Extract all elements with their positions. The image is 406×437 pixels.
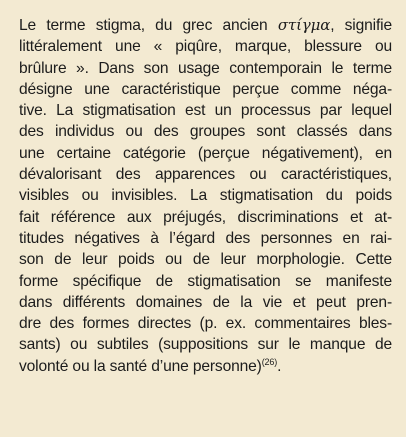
text-line-14: dans différents domaines de la vie et peut pren- (19, 293, 392, 311)
text-line-11: titudes négatives à l’égard des personnes en rai- (19, 229, 392, 247)
text-line-5: tive. La stigmatisation est un processus par lequel (19, 102, 392, 120)
text-line-7: une certaine catégorie (perçue négativement), en (19, 144, 392, 162)
greek-word: στίγμα (277, 16, 331, 34)
text-line-3: brûlure ». Dans son usage contemporain le terme (19, 59, 392, 77)
text-line-16: sants) ou subtiles (suppositions sur le manque de (19, 336, 392, 354)
line-17-text: volonté ou la santé d’une personne) (19, 357, 262, 375)
text-line-15: dre des formes directes (p. ex. commentaires bles- (19, 315, 392, 333)
text-line-12: son de leur poids ou de leur morphologie. Cette (19, 251, 392, 269)
reference-superscript: (26) (261, 356, 278, 367)
end-period: . (277, 357, 282, 375)
text-line-4: désigne une caractéristique perçue comme néga- (19, 80, 392, 98)
text-line-13: forme spécifique de stigmatisation se manifeste (19, 272, 392, 290)
text-line-2: littéralement une « piqûre, marque, blessure ou (19, 38, 392, 56)
line-1-suffix: , signifie (330, 17, 392, 34)
text-line-9: visibles ou invisibles. La stigmatisation du poids (19, 187, 392, 205)
paragraph-stigmatisation (19, 15, 392, 377)
text-line-10: fait référence aux préjugés, discriminations et at- (19, 208, 392, 226)
text-line-17 (19, 356, 392, 377)
text-line-8: dévalorisant des apparences ou caractéristiques, (19, 166, 392, 184)
text-line-6: des individus ou des groupes sont classés dans (19, 123, 392, 141)
text-line-1 (19, 15, 392, 36)
line-1-text: Le terme stigma, du grec ancien (19, 17, 278, 34)
